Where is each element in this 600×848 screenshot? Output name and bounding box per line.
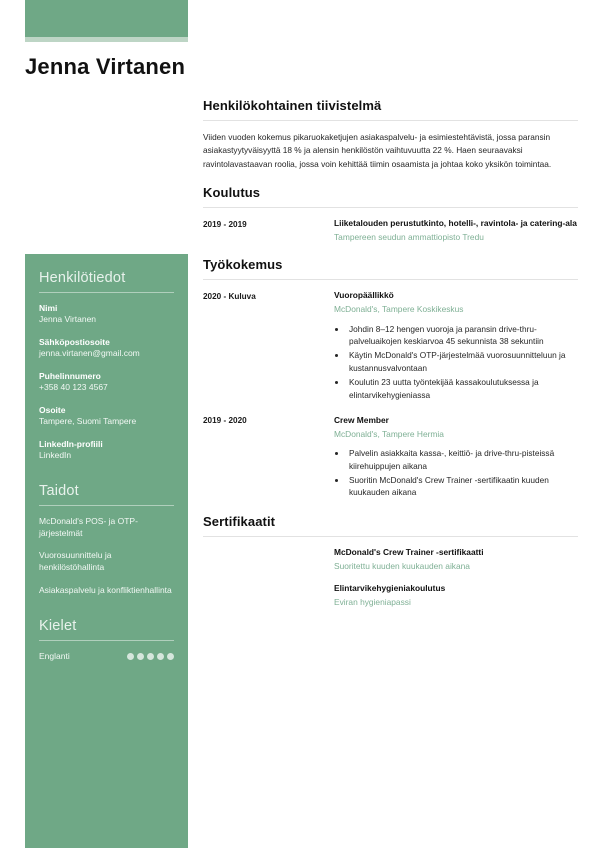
- contact-field-address: [39, 405, 174, 428]
- section-divider-experience: [203, 279, 578, 280]
- certificate-detail: Suoritettu kuuden kuukauden aikana: [334, 561, 470, 572]
- education-degree: Liiketalouden perustutkinto, hotelli-, ravintola- ja catering-ala: [334, 218, 577, 229]
- skill-item: McDonald's POS- ja OTP-järjestelmät: [39, 515, 138, 538]
- contact-value: Tampere, Suomi Tampere: [39, 416, 137, 427]
- contact-label: Puhelinnumero: [39, 370, 101, 381]
- certificate-name: McDonald's Crew Trainer -sertifikaatti: [334, 547, 484, 558]
- experience-entry: [203, 290, 578, 402]
- certificate-entry: [203, 547, 578, 608]
- experience-entry: [203, 415, 578, 501]
- contact-value[interactable]: LinkedIn: [39, 450, 72, 461]
- certificate-date: [203, 547, 334, 548]
- experience-role: Crew Member: [334, 414, 389, 425]
- page-title: Jenna Virtanen: [25, 54, 186, 79]
- sidebar-section-languages: [39, 618, 174, 661]
- summary-text: Viiden vuoden kokemus pikaruokaketjujen asiakaspalvelu- ja esimiestehtävistä, jossa paransin asiakastyytyväisyyttä 18 % ja alensin henkilöstön vaihtuvuutta 22 %. Haen seuraavaksi ravintolavastaavan roolia, jossa voin kehittää tiimin osaamista ja johtaa koko yksikön toimintaa.: [203, 132, 552, 169]
- experience-date: 2019 - 2020: [203, 416, 247, 426]
- contact-value[interactable]: jenna.virtanen@gmail.com: [39, 348, 140, 359]
- section-title-certificates: Sertifikaatit: [203, 514, 276, 530]
- section-summary: [203, 98, 578, 171]
- rating-dot: [167, 653, 174, 660]
- contact-label: LinkedIn-profiili: [39, 438, 103, 449]
- section-title-summary: Henkilökohtainen tiivistelmä: [203, 98, 382, 113]
- sidebar-divider-languages: [39, 640, 174, 641]
- contact-label: Sähköpostiosoite: [39, 336, 110, 347]
- main-content: [203, 98, 578, 622]
- sidebar: [25, 254, 188, 848]
- language-item-english: [39, 651, 174, 661]
- experience-bullet: • Johdin 8–12 hengen vuoroja ja paransin drive-thru-palveluaikojen keskiarvoa 45 sekunnista 38 sekuntiin: [347, 323, 578, 349]
- section-certificates: [203, 514, 578, 608]
- experience-org: McDonald's, Tampere Koskikeskus: [334, 304, 464, 315]
- contact-label: Osoite: [39, 404, 66, 415]
- language-name: Englanti: [39, 651, 70, 662]
- header-bar-underline: [25, 37, 188, 42]
- education-detail: [334, 218, 578, 243]
- contact-field-phone: [39, 371, 174, 394]
- sidebar-heading-skills: Taidot: [39, 482, 79, 499]
- section-experience: [203, 257, 578, 500]
- section-divider-education: [203, 207, 578, 208]
- section-title-education: Koulutus: [203, 185, 261, 201]
- sidebar-heading-languages: Kielet: [39, 618, 77, 635]
- education-entry: [203, 218, 578, 243]
- language-level-rating: [127, 653, 174, 660]
- skill-item: Asiakaspalvelu ja konfliktienhallinta: [39, 585, 172, 596]
- experience-role: Vuoropäällikkö: [334, 290, 394, 301]
- sidebar-section-personal-info: [39, 270, 174, 462]
- contact-value: +358 40 123 4567: [39, 382, 108, 393]
- spacer: [39, 608, 174, 618]
- experience-bullet: • Käytin McDonald's OTP-järjestelmää vuorosuunnitteluun ja kustannusvalvontaan: [347, 349, 578, 375]
- experience-bullet: • Koulutin 23 uutta työntekijää kassakoulutuksessa ja elintarvikehygieniassa: [347, 376, 578, 402]
- section-divider-certificates: [203, 536, 578, 537]
- contact-field-linkedin: [39, 439, 174, 462]
- certificate-detail: Eviran hygieniapassi: [334, 597, 411, 608]
- certificate-item: [334, 583, 578, 608]
- experience-bullet-list: [347, 323, 578, 402]
- experience-detail: [334, 415, 578, 501]
- rating-dot: [157, 653, 164, 660]
- contact-field-name: [39, 303, 174, 326]
- certificate-list: [334, 547, 578, 608]
- sidebar-heading-personal-info: Henkilötiedot: [39, 270, 126, 286]
- sidebar-divider-skills: [39, 505, 174, 506]
- certificate-name: Elintarvikehygieniakoulutus: [334, 583, 446, 594]
- rating-dot: [127, 653, 134, 660]
- rating-dot: [137, 653, 144, 660]
- education-date: 2019 - 2019: [203, 219, 247, 229]
- sidebar-divider-personal-info: [39, 292, 174, 293]
- spacer: [39, 473, 174, 483]
- experience-org: McDonald's, Tampere Hermia: [334, 428, 444, 439]
- rating-dot: [147, 653, 154, 660]
- experience-date: 2020 - Kuluva: [203, 291, 256, 301]
- skill-item: Vuorosuunnittelu ja henkilöstöhallinta: [39, 550, 112, 573]
- experience-detail: [334, 290, 578, 402]
- contact-field-email: [39, 337, 174, 360]
- education-school: Tampereen seudun ammattiopisto Tredu: [334, 232, 484, 243]
- certificate-item: [334, 547, 578, 572]
- section-education: [203, 185, 578, 243]
- contact-value: Jenna Virtanen: [39, 314, 97, 325]
- experience-bullet: • Suoritin McDonald's Crew Trainer -sertifikaatin kuuden kuukauden aikana: [347, 474, 578, 500]
- header-accent-bar: [25, 0, 188, 42]
- section-divider-summary: [203, 120, 578, 121]
- contact-label: Nimi: [39, 303, 58, 313]
- section-title-experience: Työkokemus: [203, 257, 283, 273]
- sidebar-section-skills: [39, 483, 174, 597]
- experience-bullet: • Palvelin asiakkaita kassa-, keittiö- ja drive-thru-pisteissä kiirehuippujen aikana: [347, 447, 578, 473]
- header-bar-solid: [25, 0, 188, 37]
- experience-bullet-list: [347, 447, 578, 499]
